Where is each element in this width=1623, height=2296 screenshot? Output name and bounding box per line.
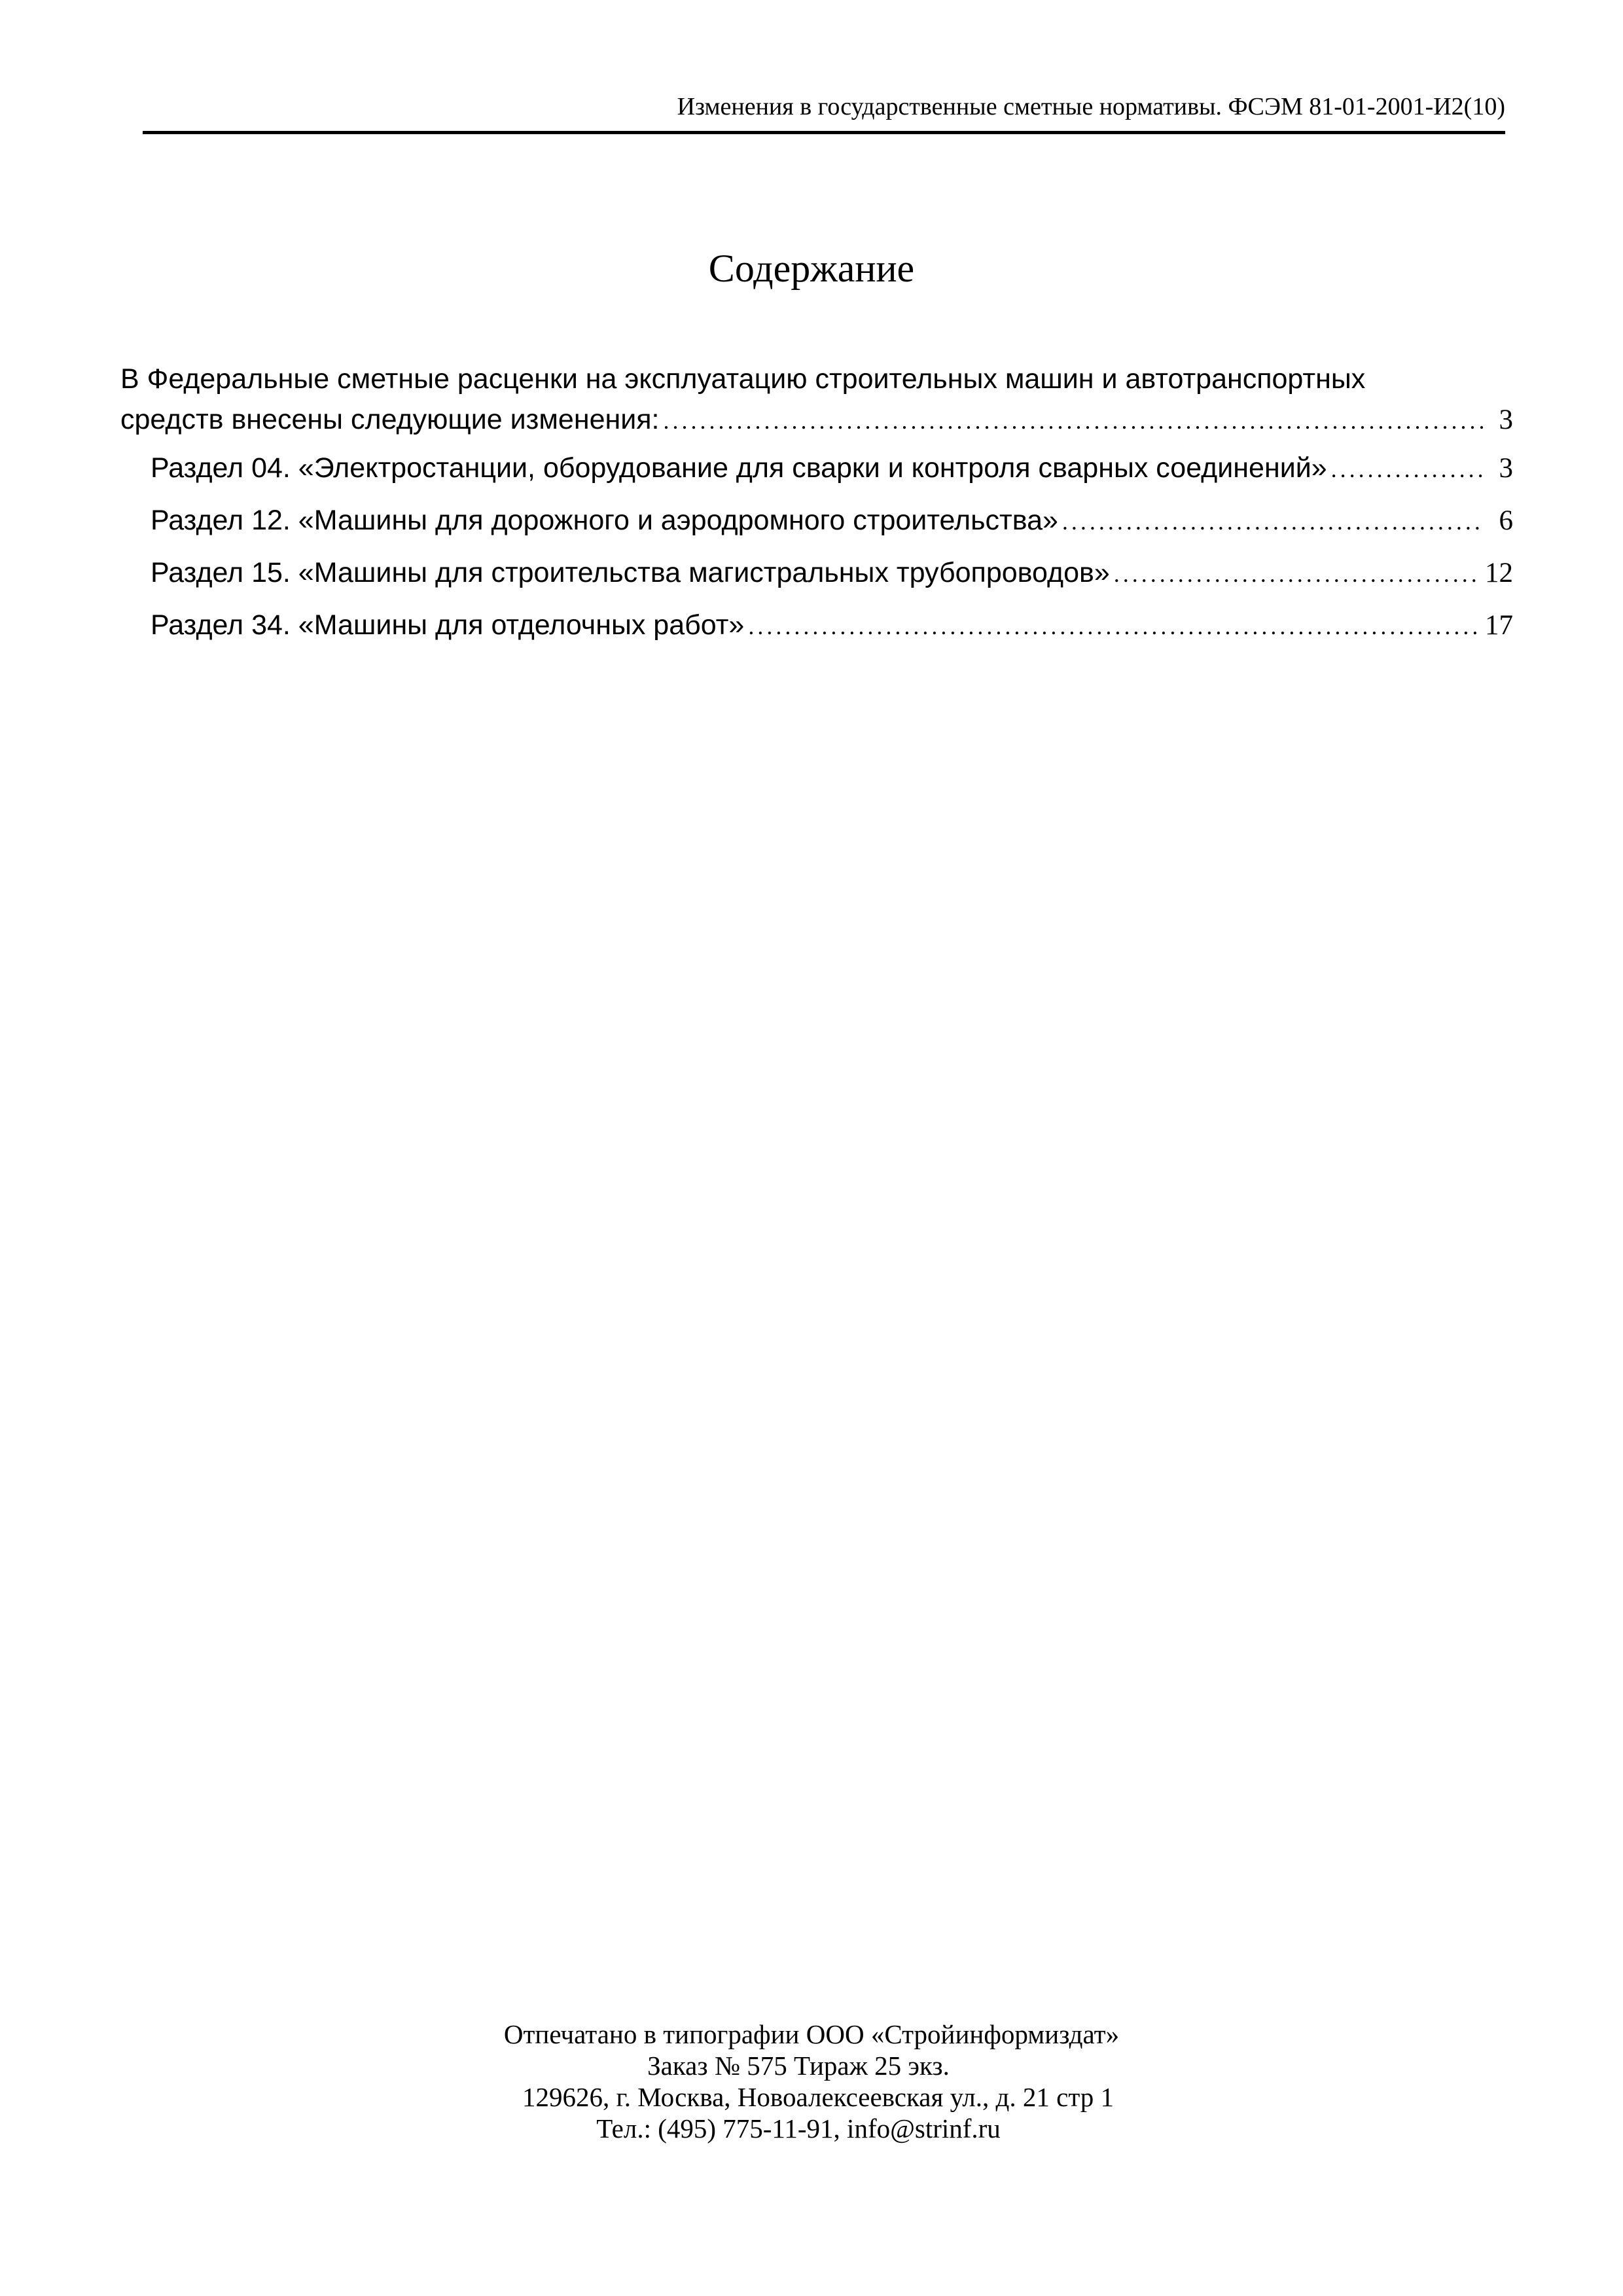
toc-page-number: 17 bbox=[1485, 610, 1513, 641]
toc-entry-section-34[interactable] bbox=[120, 605, 1513, 657]
toc-entry-section-12[interactable] bbox=[120, 500, 1513, 552]
toc-leader-dots bbox=[664, 401, 1483, 441]
toc-intro-line-2: средств внесены следующие изменения: bbox=[120, 404, 660, 435]
running-header bbox=[143, 92, 1505, 134]
imprint-footer bbox=[0, 2018, 1623, 2144]
toc-page-number: 3 bbox=[1499, 453, 1513, 484]
toc-entry-section-15[interactable] bbox=[120, 552, 1513, 605]
toc-leader-dots bbox=[1114, 554, 1481, 594]
toc-leader-dots bbox=[748, 606, 1481, 647]
imprint-contacts: Тел.: (495) 775-11-91, info@strinf.ru bbox=[596, 2113, 1001, 2144]
page-title: Содержание bbox=[708, 247, 915, 290]
toc-entry-label: Раздел 04. «Электростанции, оборудование для сварки и контроля сварных соединений» bbox=[151, 452, 1327, 484]
imprint-address: 129626, г. Москва, Новоалексеевская ул., д. 21 стр 1 bbox=[522, 2082, 1114, 2112]
imprint-printer: Отпечатано в типографии ООО «Стройинформиздат» bbox=[503, 2019, 1120, 2049]
toc-entry-label: Раздел 12. «Машины для дорожного и аэродромного строительства» bbox=[151, 505, 1058, 536]
toc-entry-section-04[interactable] bbox=[120, 448, 1513, 500]
toc-leader-dots bbox=[1062, 501, 1483, 542]
table-of-contents bbox=[120, 359, 1513, 657]
toc-entry-label: Раздел 34. «Машины для отделочных работ» bbox=[151, 609, 745, 641]
toc-page-number: 6 bbox=[1499, 505, 1513, 536]
toc-page-number: 3 bbox=[1499, 404, 1513, 435]
toc-intro-row[interactable] bbox=[120, 399, 1513, 448]
running-header-text: Изменения в государственные сметные нормативы. ФСЭМ 81-01-2001-И2(10) bbox=[677, 93, 1505, 120]
imprint-order: Заказ № 575 Тираж 25 экз. bbox=[647, 2051, 950, 2081]
toc-leader-dots bbox=[1331, 449, 1483, 490]
toc-page-number: 12 bbox=[1485, 558, 1513, 588]
toc-intro-line-1: В Федеральные сметные расценки на эксплуатацию строительных машин и автотранспортных bbox=[120, 363, 1366, 395]
toc-entry-label: Раздел 15. «Машины для строительства магистральных трубопроводов» bbox=[151, 557, 1110, 588]
